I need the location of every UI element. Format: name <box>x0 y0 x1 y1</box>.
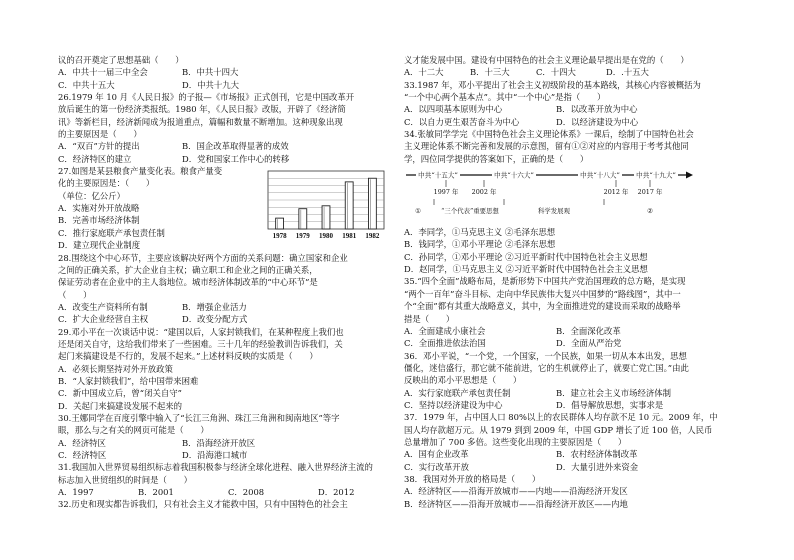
option-row <box>58 313 398 325</box>
option-a[interactable]: A．经济特区 <box>58 437 106 448</box>
question-line: （ ） <box>58 289 92 300</box>
congress-label: 中共“十五大” <box>418 171 458 180</box>
option-d[interactable]: D．.十五大 <box>606 67 649 78</box>
question-line: 26.1979 年 10 月《人民日报》的子报—《市场报》正式创刊，它是中国改革开 <box>58 92 355 103</box>
option-row <box>58 140 398 152</box>
option-a[interactable]: A．实行家庭联产承包责任制 <box>404 387 511 398</box>
option-c[interactable]: C．实行改革开放 <box>404 461 470 472</box>
option-c[interactable]: C．2008 <box>228 487 265 498</box>
question-line: 化的主要原因是：（ ） <box>58 178 155 189</box>
question-line: 保证劳动者在企业中的主人翁地位。城市经济体制改革的“中心环节”是 <box>58 277 318 288</box>
year-label: 2017 年 <box>637 188 663 196</box>
option-row <box>404 116 750 128</box>
option-c[interactable]: C．中共十五大 <box>58 79 115 90</box>
question-line: 主义理论体系不断完善和发展的示意图，留有①②对应的内容用于考考其他同 <box>404 141 689 152</box>
option-d[interactable]: D．大量引进外来资金 <box>556 461 639 472</box>
grain-output-chart <box>262 167 390 241</box>
option-row <box>404 387 750 399</box>
bar-1981 <box>345 182 353 229</box>
question-line: 36．邓小平说，“一个党，一个国家，一个民族，如果一切从本本出发，思想 <box>404 350 687 361</box>
bar-chart <box>262 167 390 241</box>
option-c[interactable]: C．经济特区的建立 <box>58 153 132 164</box>
question-line: 31.我国加入世界贸易组织标志着我国积极参与经济全球化进程、融入世界经济主流的 <box>58 462 373 473</box>
x-tick-label: 1982 <box>365 232 380 240</box>
option-row <box>404 103 750 115</box>
option-a[interactable]: A．国有企业改革 <box>404 449 469 460</box>
theory-item: ② <box>647 207 653 215</box>
option-row <box>58 79 398 91</box>
question-line: 33.1987 年，邓小平提出了社会主义初级阶段的基本路线，其核心内容被概括为 <box>404 79 701 90</box>
option-a[interactable]: A．李同学，①马克思主义 ②毛泽东思想 <box>404 227 556 238</box>
question-line: 之间的正确关系，扩大企业自主权；确立职工和企业之间的正确关系， <box>58 264 318 275</box>
option-a[interactable]: A．改变生产资料所有制 <box>58 301 148 312</box>
question-line: 僵化，迷信盛行，那它就不能前进，它的生机就停止了，就要亡党亡国。”由此 <box>404 362 689 373</box>
left-column <box>58 54 398 511</box>
bar-1980 <box>322 206 330 229</box>
option-b[interactable]: B．“人家封锁我们”，给中国带来困难 <box>58 375 199 386</box>
year-label: 2012 年 <box>603 188 629 196</box>
question-line: 还是闭关自守，这给我们带来了一些困难。三十几年的经验教训告诉我们，关 <box>58 338 343 349</box>
question-line: 讯》等新栏目，经济新闻成为报道重点，篇幅和数量不断增加。这种现象出现 <box>58 116 343 127</box>
theory-item: ① <box>415 207 421 215</box>
option-c[interactable]: C．经济特区 <box>58 450 107 460</box>
option-b[interactable]: B．农村经济体制改革 <box>556 449 638 460</box>
right-column <box>404 54 750 510</box>
option-c[interactable]: C．扩大企业经营自主权 <box>58 314 149 325</box>
x-tick-label: 1980 <box>319 232 333 240</box>
option-a[interactable]: A．经济特区——沿海开放城市——内地——沿海经济开发区 <box>404 486 628 497</box>
question-line: 措是（ ） <box>404 313 455 324</box>
congress-label: 中共“十六大” <box>494 171 534 180</box>
theory-timeline-diagram <box>404 165 694 221</box>
option-b[interactable]: B．钱同学，①邓小平理论 ②毛泽东思想 <box>404 239 556 250</box>
bar-1979 <box>299 209 307 229</box>
option-b[interactable]: B．全面深化改革 <box>556 325 621 336</box>
x-tick-label: 1981 <box>342 232 357 240</box>
question-line: 议的召开奠定了思想基础（ ） <box>58 55 184 65</box>
question-line: 标志加入世贸组织的时间是（ ） <box>58 474 192 485</box>
option-b[interactable]: B．中共十四大 <box>182 67 239 78</box>
congress-label: 中共“十八大” <box>580 171 620 180</box>
question-line: 32.历史和现实都告诉我们，只有社会主义才能救中国，只有中国特色的社会主 <box>58 499 348 510</box>
question-line: 义才能发展中国。建设有中国特色的社会主义理论最早提出是在党的（ ） <box>404 55 689 65</box>
year-label: 1997 年 <box>433 188 459 196</box>
question-line: 28.围绕这个中心环节，主要应该解决好两个方面的关系问题：确立国家和企业 <box>58 252 348 263</box>
option-a[interactable]: A．1997 <box>58 487 94 498</box>
question-line: 反映出的邓小平思想是（ ） <box>404 375 522 386</box>
option-b[interactable]: B．经济特区——沿海开放城市——沿海经济开放区——内地 <box>404 498 628 509</box>
bar-1978 <box>276 218 284 229</box>
option-row <box>58 486 398 498</box>
option-b[interactable]: B．2001 <box>138 487 174 498</box>
option-d[interactable]: D．赵同学，①马克思主义 ②习近平新时代中国特色社会主义思想 <box>404 264 648 275</box>
question-line: 30.王娜同学在百度引擎中输入了“长江三角洲、珠江三角洲和闽南地区”等字 <box>58 412 340 423</box>
option-c[interactable]: C．坚持以经济建设为中心 <box>404 399 503 410</box>
question-line: 眼，那么与之有关的网页可能是（ ） <box>58 425 209 436</box>
arrow-head-icon <box>686 172 693 179</box>
question-line: 27.如图是某县粮食产量变化表。粮食产量变 <box>58 166 223 177</box>
option-row <box>58 153 398 165</box>
option-a[interactable]: A．必须长期坚持对外开放政策 <box>58 363 173 374</box>
option-d[interactable]: D．全面从严治党 <box>556 338 622 349</box>
question-line: 的主要原因是（ ） <box>58 129 142 140</box>
question-line: 总量增加了 700 多倍。这些变化出现的主要原因是（ ） <box>404 436 627 447</box>
option-c[interactable]: C．全面推进依法治国 <box>404 338 486 349</box>
option-b[interactable]: B．以改革开放为中心 <box>556 104 638 115</box>
option-c[interactable]: C．孙同学，①邓小平理论 ②习近平新时代中国特色社会主义思想 <box>404 251 648 262</box>
option-b[interactable]: B．完善市场经济体制 <box>58 215 140 226</box>
option-row <box>404 448 750 460</box>
x-tick-label: 1978 <box>272 232 287 240</box>
congress-label: 中共“十九大” <box>636 171 676 180</box>
theory-item: “三个代表”重要思想 <box>441 207 499 215</box>
option-a[interactable]: A．中共十一届三中全会 <box>58 67 148 78</box>
x-tick-label: 1979 <box>295 232 310 240</box>
option-d[interactable]: D．关起门来搞建设发展不起来的 <box>58 400 182 411</box>
question-line: 38．我国对外开放的格局是（ ） <box>404 473 541 484</box>
question-line: “一个中心两个基本点”。其中“一个中心”是指（ ） <box>404 92 606 103</box>
option-d[interactable]: D．党和国家工作中心的转移 <box>182 153 290 164</box>
question-line: 35.“四个全面”战略布局，是新形势下中国共产党治国理政的总方略，是实现 <box>404 276 686 287</box>
option-b[interactable]: B．国企改革取得显著的成效 <box>182 141 289 152</box>
question-line: 起门来搞建设是不行的，发展不起来。”上述材料反映的实质是（ ） <box>58 351 318 362</box>
option-row <box>404 461 750 473</box>
option-a[interactable]: A．实施对外开放战略 <box>58 203 140 214</box>
option-row <box>58 66 398 78</box>
option-d[interactable]: D．改变分配方式 <box>182 314 248 325</box>
option-a[interactable]: A．“双百”方针的提出 <box>58 141 140 152</box>
option-d[interactable]: D．沿海港口城市 <box>182 450 248 460</box>
option-b[interactable]: B．十三大 <box>470 67 510 78</box>
question-line: 放后诞生的第一份经济类报纸。1980 年，《人民日报》改版，开辟了《经济简 <box>58 104 346 115</box>
question-line: 个“全面”都有其重大战略意义，其中，为全面推进党的建设而采取的战略举 <box>404 301 681 312</box>
question-line: （单位：亿公斤） <box>58 190 125 201</box>
question-line: 29.邓小平在一次谈话中说：“建国以后，人家封锁我们，在某种程度上我们也 <box>58 326 344 337</box>
option-b[interactable]: B．增强企业活力 <box>182 301 247 312</box>
option-d[interactable]: D．以经济建设为中心 <box>556 116 639 127</box>
option-c[interactable]: C．十四大 <box>536 67 576 78</box>
question-line: 34.张敏同学学完《中国特色社会主义理论体系》一课后，绘制了中国特色社会 <box>404 129 694 140</box>
option-a[interactable]: A．十二大 <box>404 67 444 78</box>
timeline-svg <box>404 165 694 221</box>
option-d[interactable]: D．中共十九大 <box>182 79 239 90</box>
option-row <box>58 437 398 449</box>
option-d[interactable]: D．2012 <box>318 487 355 498</box>
question-line: 国人均存款超万元。从 1979 到到 2009 年，中国 GDP 增长了近 100 倍，人民币 <box>404 424 713 435</box>
option-b[interactable]: B．建立社会主义市场经济体制 <box>556 387 672 398</box>
option-row <box>404 325 750 337</box>
question-line: “两个一百年”奋斗目标、走向中华民族伟大复兴中国梦的“路线图”，其中一 <box>404 288 681 299</box>
bar-1982 <box>368 178 376 229</box>
option-d[interactable]: D．建立现代企业制度 <box>58 240 141 251</box>
question-line: 37．1979 年，占中国人口 80%以上的农民群体人均存款不足 10 元。2009 年，中 <box>404 412 718 423</box>
option-row <box>404 66 750 78</box>
year-label: 2002 年 <box>471 188 497 196</box>
option-row <box>58 301 398 313</box>
theory-item: 科学发展观 <box>538 207 570 215</box>
option-c[interactable]: C．新中国成立后，曾“闭关自守” <box>58 388 182 399</box>
question-line: 学，四位同学提供的答案如下，正确的是（ ） <box>404 153 589 164</box>
option-d[interactable]: D．倡导解放思想，实事求是 <box>556 399 664 410</box>
option-row <box>58 449 398 461</box>
option-a[interactable]: A．全面建成小康社会 <box>404 325 486 336</box>
option-row <box>404 337 750 349</box>
option-c[interactable]: C．推行家庭联产承包责任制 <box>58 227 165 238</box>
option-row <box>404 399 750 411</box>
option-c[interactable]: C．以自力更生艰苦奋斗为中心 <box>404 116 520 127</box>
option-b[interactable]: B．沿海经济开放区 <box>182 437 256 448</box>
option-a[interactable]: A．以四项基本原则为中心 <box>404 104 503 115</box>
